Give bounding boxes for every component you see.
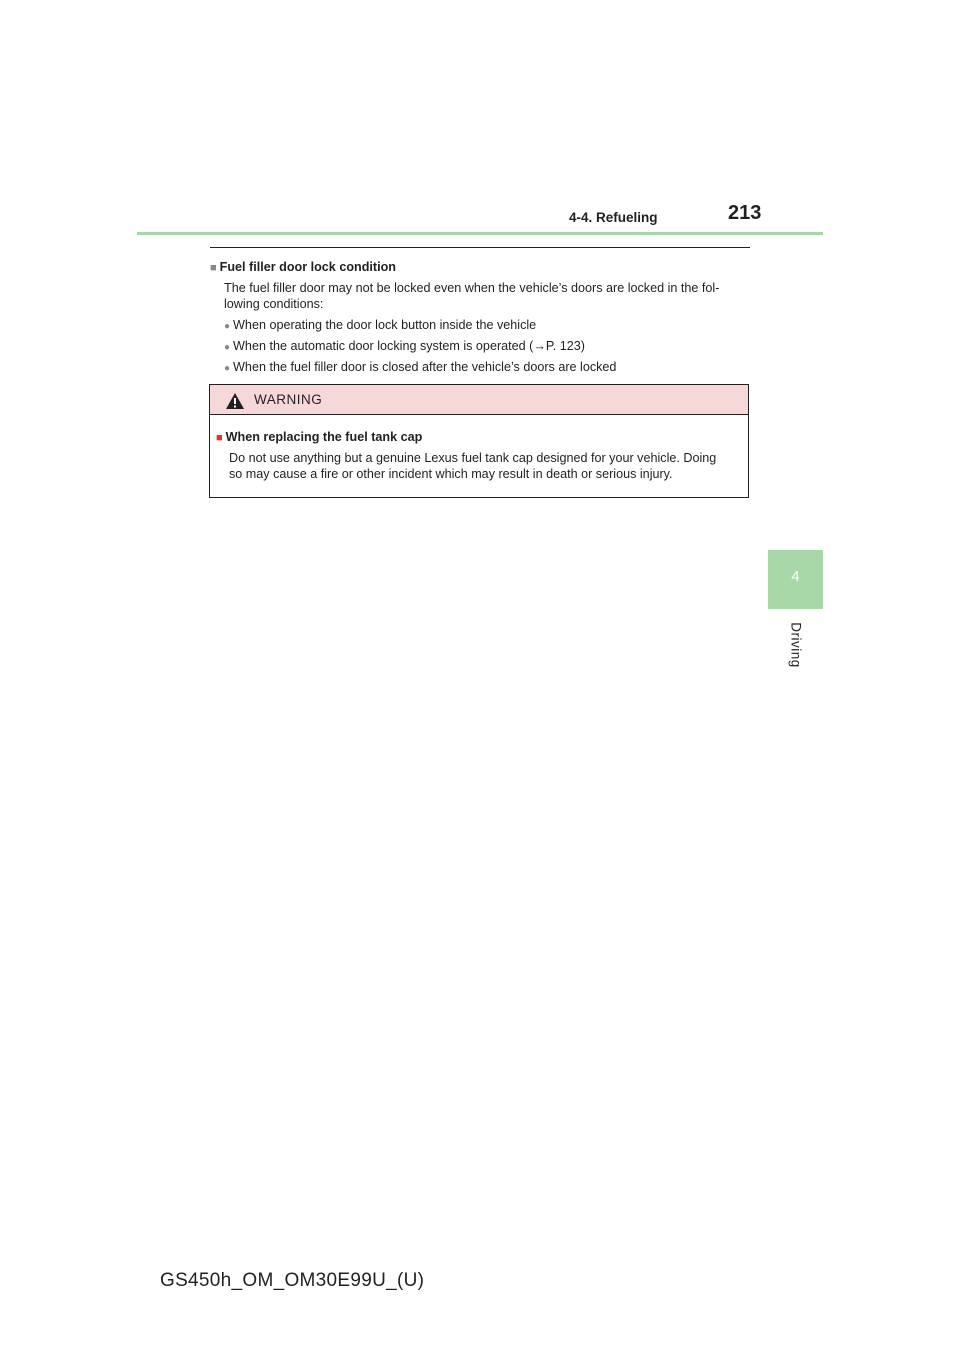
intro-line-1: The fuel filler door may not be locked even when the vehicle’s doors are locked in the fol-	[224, 281, 720, 295]
page-number: 213	[728, 202, 762, 224]
header-divider	[137, 232, 823, 235]
chapter-label: Driving	[788, 622, 804, 668]
chapter-tab	[768, 550, 823, 609]
intro-line-2: lowing conditions:	[224, 297, 324, 311]
warning-box	[209, 384, 749, 498]
list-item	[224, 317, 536, 335]
header-section-title: 4-4. Refueling	[569, 210, 658, 225]
warning-header	[210, 385, 748, 415]
list-item-text: When operating the door lock button inside the vehicle	[233, 318, 537, 332]
list-item-text: When the fuel filler door is closed after the vehicle’s doors are locked	[233, 360, 617, 374]
list-item	[224, 359, 616, 377]
chapter-number: 4	[791, 568, 800, 585]
square-bullet-icon: ■	[210, 262, 217, 274]
warning-heading-text: When replacing the fuel tank cap	[225, 430, 423, 444]
list-item	[224, 338, 585, 356]
warning-line-2: so may cause a fire or other incident which may result in death or serious injury.	[229, 467, 673, 481]
document-code: GS450h_OM_OM30E99U_(U)	[160, 1270, 425, 1291]
list-item-text: When the automatic door locking system is operated (→P. 123)	[233, 339, 585, 353]
content-heading-text: Fuel filler door lock condition	[219, 260, 396, 274]
square-bullet-icon: ■	[216, 432, 223, 444]
round-bullet-icon: ●	[224, 342, 231, 353]
round-bullet-icon: ●	[224, 321, 231, 332]
warning-triangle-icon	[225, 392, 245, 410]
round-bullet-icon: ●	[224, 363, 231, 374]
warning-heading	[216, 429, 422, 446]
warning-line-1: Do not use anything but a genuine Lexus fuel tank cap designed for your vehicle. Doing	[229, 451, 717, 465]
content-heading	[210, 259, 396, 276]
section-divider	[210, 247, 750, 248]
warning-title: WARNING	[254, 392, 323, 407]
